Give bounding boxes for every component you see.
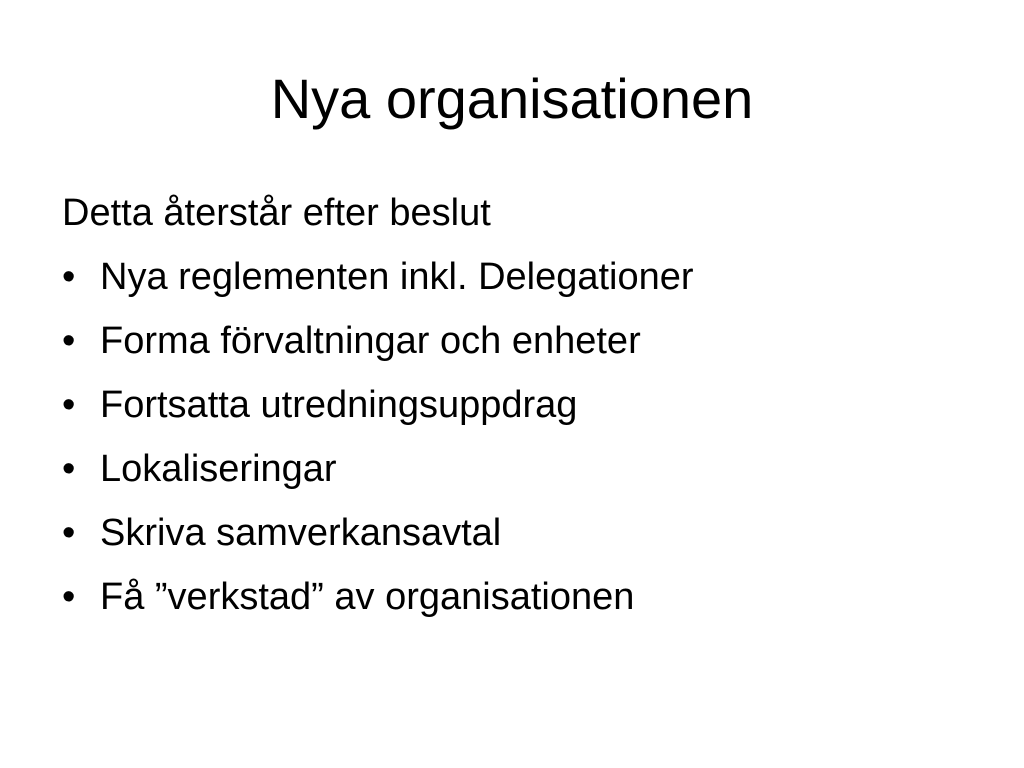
bullet-marker: • (62, 256, 76, 298)
bullet-marker: • (62, 384, 76, 426)
bullet-text: Forma förvaltningar och enheter (100, 320, 641, 362)
bullet-marker: • (62, 512, 76, 554)
bullet-item (62, 444, 962, 494)
bullet-text: Skriva samverkansavtal (100, 512, 502, 554)
bullet-text: Lokaliseringar (100, 448, 337, 490)
bullet-marker: • (62, 576, 76, 618)
bullet-item (62, 252, 962, 302)
bullet-item (62, 380, 962, 430)
bullet-marker: • (62, 448, 76, 490)
slide-title: Nya organisationen (270, 67, 754, 130)
bullet-item (62, 572, 962, 622)
bullet-text: Få ”verkstad” av organisationen (100, 576, 635, 618)
bullet-marker: • (62, 320, 76, 362)
bullet-text: Fortsatta utredningsuppdrag (100, 384, 578, 426)
bullet-text: Nya reglementen inkl. Delegationer (100, 256, 694, 298)
bullet-list (62, 252, 962, 622)
bullet-item (62, 508, 962, 558)
intro-text: Detta återstår efter beslut (62, 192, 491, 234)
slide-body (62, 188, 962, 636)
bullet-item (62, 316, 962, 366)
